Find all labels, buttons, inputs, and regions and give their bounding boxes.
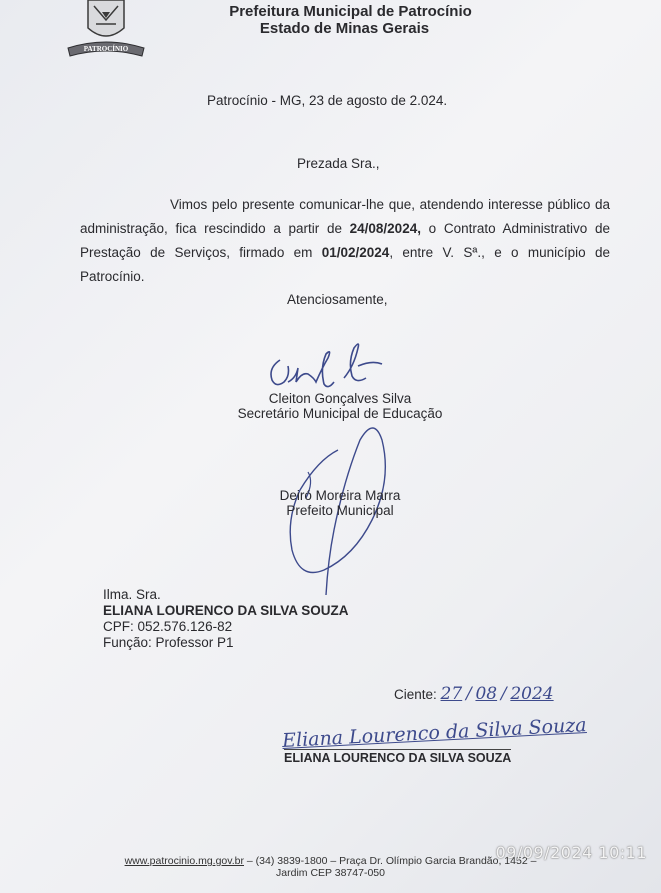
closing: Atenciosamente, — [287, 292, 388, 307]
salutation: Prezada Sra., — [297, 156, 380, 171]
contract-date: 01/02/2024 — [321, 245, 390, 260]
recipient-block — [103, 587, 349, 651]
ack-year: 2024 — [510, 684, 554, 704]
recipient-cpf: CPF: 052.576.126-82 — [103, 619, 233, 634]
ack-day: 27 — [440, 684, 463, 704]
footer-address-line-2: Jardim CEP 38747-050 — [276, 867, 385, 879]
letter-body — [80, 193, 610, 289]
recipient-salutation: Ilma. Sra. — [103, 587, 161, 602]
recipient-handwritten-signature: Eliana Lourenco da Silva Souza — [281, 714, 588, 752]
signatory-1-name: Cleiton Gonçalves Silva — [268, 391, 412, 406]
signatory-1-title: Secretário Municipal de Educação — [237, 406, 443, 421]
recipient-printed-name: ELIANA LOURENCO DA SILVA SOUZA — [284, 751, 512, 765]
footer-address-line-1: – (34) 3839-1800 – Praça Dr. Olímpio Garcia Brandão, 1452 – — [244, 855, 537, 867]
signatory-2 — [230, 488, 450, 518]
date-line: Patrocínio - MG, 23 de agosto de 2.024. — [207, 93, 448, 108]
signatory-1 — [230, 391, 450, 421]
recipient-role: Função: Professor P1 — [103, 635, 234, 650]
rescission-date: 24/08/2024, — [349, 221, 421, 236]
recipient-name: ELIANA LOURENCO DA SILVA SOUZA — [103, 603, 349, 618]
letterhead-line-2: Estado de Minas Gerais — [259, 20, 430, 37]
ack-month: 08 — [475, 684, 498, 704]
svg-text:PATROCÍNIO: PATROCÍNIO — [83, 45, 129, 53]
body-text-2: o Contrato Administrativo de Prestação de Serviços, firmado em — [80, 221, 610, 260]
letterhead — [0, 3, 661, 37]
body-text-1: Vimos pelo presente comunicar-lhe que, atendendo interesse público da administração, fica rescindido a partir de — [80, 197, 610, 236]
acknowledgement-line: Ciente: 27 / 08 / 2024 — [394, 684, 554, 704]
ciente-label: Ciente: — [394, 687, 437, 702]
photo-timestamp: 09/09/2024 10:11 — [495, 843, 647, 862]
signatory-2-title: Prefeito Municipal — [286, 503, 394, 518]
signatory-2-name: Deiró Moreira Marra — [279, 488, 401, 503]
signature-cleiton — [262, 338, 392, 398]
body-text-3: , entre V. Sª., e o município de Patrocínio. — [80, 245, 610, 284]
letterhead-line-1: Prefeitura Municipal de Patrocínio — [229, 3, 472, 20]
footer-url: www.patrocinio.mg.gov.br — [124, 855, 244, 867]
